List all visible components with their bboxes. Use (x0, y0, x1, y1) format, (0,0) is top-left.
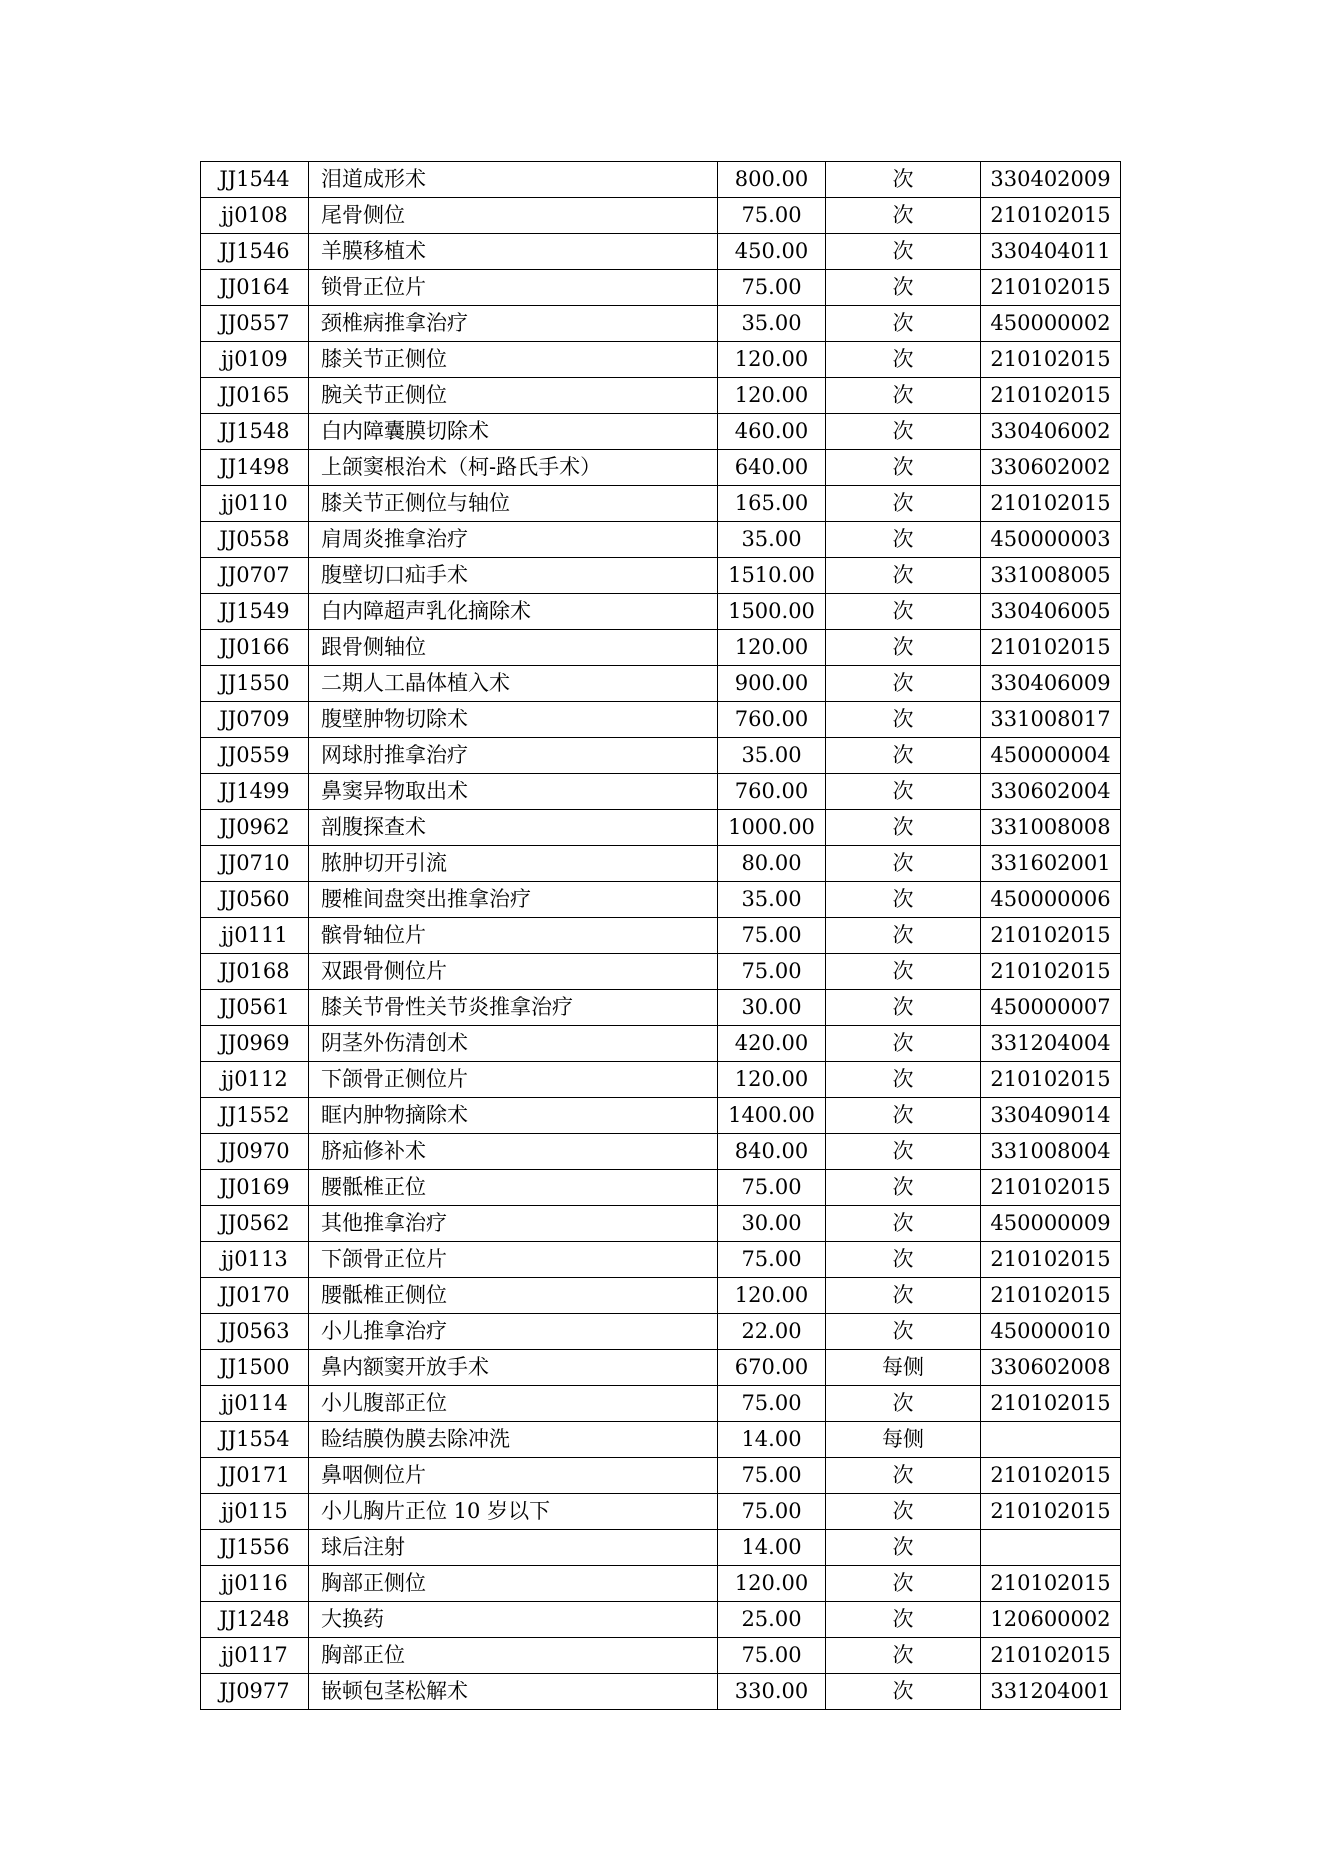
item-code-cell: JJ1544 (201, 162, 309, 198)
item-price-cell: 30.00 (718, 1206, 826, 1242)
table-row (201, 306, 1121, 342)
item-standard-code-cell: 450000003 (981, 522, 1121, 558)
item-code-cell: jj0109 (201, 342, 309, 378)
item-unit-cell: 次 (826, 1026, 981, 1062)
item-code-cell: jj0114 (201, 1386, 309, 1422)
item-unit-cell: 次 (826, 1638, 981, 1674)
item-code-cell: jj0113 (201, 1242, 309, 1278)
item-price-cell: 1510.00 (718, 558, 826, 594)
item-code-cell: JJ0562 (201, 1206, 309, 1242)
item-code-cell: jj0108 (201, 198, 309, 234)
item-name-cell: 二期人工晶体植入术 (309, 666, 718, 702)
item-price-cell: 22.00 (718, 1314, 826, 1350)
table-row (201, 990, 1121, 1026)
table-row (201, 450, 1121, 486)
item-unit-cell: 次 (826, 918, 981, 954)
item-unit-cell: 次 (826, 306, 981, 342)
item-name-cell: 颈椎病推拿治疗 (309, 306, 718, 342)
item-name-cell: 小儿胸片正位 10 岁以下 (309, 1494, 718, 1530)
item-unit-cell: 次 (826, 1170, 981, 1206)
item-name-cell: 眶内肿物摘除术 (309, 1098, 718, 1134)
item-standard-code-cell: 210102015 (981, 918, 1121, 954)
item-price-cell: 420.00 (718, 1026, 826, 1062)
table-row (201, 1278, 1121, 1314)
item-code-cell: jj0110 (201, 486, 309, 522)
item-name-cell: 其他推拿治疗 (309, 1206, 718, 1242)
item-name-cell: 嵌顿包茎松解术 (309, 1674, 718, 1710)
item-standard-code-cell: 331602001 (981, 846, 1121, 882)
table-row (201, 1638, 1121, 1674)
item-code-cell: jj0111 (201, 918, 309, 954)
item-standard-code-cell: 450000002 (981, 306, 1121, 342)
item-standard-code-cell: 331204004 (981, 1026, 1121, 1062)
table-row (201, 1458, 1121, 1494)
item-unit-cell: 次 (826, 774, 981, 810)
item-price-cell: 800.00 (718, 162, 826, 198)
table-row (201, 846, 1121, 882)
item-price-cell: 14.00 (718, 1530, 826, 1566)
table-row (201, 702, 1121, 738)
item-code-cell: JJ0169 (201, 1170, 309, 1206)
item-name-cell: 腰骶椎正位 (309, 1170, 718, 1206)
item-name-cell: 髌骨轴位片 (309, 918, 718, 954)
item-name-cell: 上颌窦根治术（柯-路氏手术） (309, 450, 718, 486)
table-row (201, 270, 1121, 306)
item-code-cell: jj0115 (201, 1494, 309, 1530)
item-standard-code-cell: 210102015 (981, 1386, 1121, 1422)
item-standard-code-cell: 210102015 (981, 342, 1121, 378)
table-row (201, 1206, 1121, 1242)
item-name-cell: 腰骶椎正侧位 (309, 1278, 718, 1314)
table-row (201, 1422, 1121, 1458)
item-price-cell: 75.00 (718, 1242, 826, 1278)
item-standard-code-cell: 120600002 (981, 1602, 1121, 1638)
table-row (201, 594, 1121, 630)
item-standard-code-cell: 210102015 (981, 1458, 1121, 1494)
table-row (201, 666, 1121, 702)
item-name-cell: 鼻咽侧位片 (309, 1458, 718, 1494)
item-standard-code-cell: 210102015 (981, 1494, 1121, 1530)
table-row (201, 558, 1121, 594)
table-row (201, 342, 1121, 378)
item-code-cell: JJ0707 (201, 558, 309, 594)
table-row (201, 162, 1121, 198)
table-row (201, 1098, 1121, 1134)
item-unit-cell: 次 (826, 234, 981, 270)
item-price-cell: 75.00 (718, 1386, 826, 1422)
item-name-cell: 下颌骨正位片 (309, 1242, 718, 1278)
item-name-cell: 脐疝修补术 (309, 1134, 718, 1170)
item-name-cell: 球后注射 (309, 1530, 718, 1566)
item-price-cell: 120.00 (718, 1062, 826, 1098)
item-name-cell: 泪道成形术 (309, 162, 718, 198)
item-unit-cell: 每侧 (826, 1422, 981, 1458)
item-unit-cell: 次 (826, 270, 981, 306)
item-price-cell: 840.00 (718, 1134, 826, 1170)
item-name-cell: 脓肿切开引流 (309, 846, 718, 882)
item-name-cell: 网球肘推拿治疗 (309, 738, 718, 774)
item-standard-code-cell: 330406002 (981, 414, 1121, 450)
item-price-cell: 120.00 (718, 378, 826, 414)
table-row (201, 1566, 1121, 1602)
item-unit-cell: 次 (826, 1566, 981, 1602)
item-code-cell: JJ0560 (201, 882, 309, 918)
item-standard-code-cell: 210102015 (981, 198, 1121, 234)
item-unit-cell: 次 (826, 594, 981, 630)
item-price-cell: 120.00 (718, 1278, 826, 1314)
item-unit-cell: 次 (826, 738, 981, 774)
item-name-cell: 白内障超声乳化摘除术 (309, 594, 718, 630)
item-standard-code-cell: 210102015 (981, 486, 1121, 522)
item-price-cell: 35.00 (718, 882, 826, 918)
item-standard-code-cell: 210102015 (981, 1638, 1121, 1674)
item-standard-code-cell: 330402009 (981, 162, 1121, 198)
item-name-cell: 膝关节骨性关节炎推拿治疗 (309, 990, 718, 1026)
table-row (201, 1062, 1121, 1098)
item-price-cell: 75.00 (718, 1494, 826, 1530)
item-standard-code-cell: 331204001 (981, 1674, 1121, 1710)
item-unit-cell: 每侧 (826, 1350, 981, 1386)
table-row (201, 1386, 1121, 1422)
item-price-cell: 900.00 (718, 666, 826, 702)
table-row (201, 738, 1121, 774)
item-standard-code-cell: 450000009 (981, 1206, 1121, 1242)
item-unit-cell: 次 (826, 1458, 981, 1494)
table-row (201, 1350, 1121, 1386)
item-unit-cell: 次 (826, 378, 981, 414)
item-standard-code-cell (981, 1422, 1121, 1458)
item-price-cell: 120.00 (718, 1566, 826, 1602)
table-row (201, 234, 1121, 270)
item-code-cell: JJ0710 (201, 846, 309, 882)
item-code-cell: JJ0969 (201, 1026, 309, 1062)
item-code-cell: JJ0558 (201, 522, 309, 558)
item-standard-code-cell: 450000006 (981, 882, 1121, 918)
table-row (201, 1134, 1121, 1170)
item-name-cell: 膝关节正侧位 (309, 342, 718, 378)
item-standard-code-cell: 330406005 (981, 594, 1121, 630)
item-price-cell: 120.00 (718, 630, 826, 666)
item-price-cell: 75.00 (718, 270, 826, 306)
table-row (201, 1602, 1121, 1638)
item-name-cell: 膝关节正侧位与轴位 (309, 486, 718, 522)
table-row (201, 918, 1121, 954)
item-unit-cell: 次 (826, 1278, 981, 1314)
item-standard-code-cell: 331008005 (981, 558, 1121, 594)
item-name-cell: 鼻内额窦开放手术 (309, 1350, 718, 1386)
item-code-cell: jj0112 (201, 1062, 309, 1098)
item-standard-code-cell: 330404011 (981, 234, 1121, 270)
table-row (201, 378, 1121, 414)
item-price-cell: 75.00 (718, 1170, 826, 1206)
item-name-cell: 腰椎间盘突出推拿治疗 (309, 882, 718, 918)
item-price-cell: 670.00 (718, 1350, 826, 1386)
item-unit-cell: 次 (826, 1098, 981, 1134)
item-unit-cell: 次 (826, 414, 981, 450)
item-code-cell: JJ1248 (201, 1602, 309, 1638)
item-name-cell: 胸部正位 (309, 1638, 718, 1674)
table-row (201, 1494, 1121, 1530)
item-unit-cell: 次 (826, 1386, 981, 1422)
item-unit-cell: 次 (826, 1602, 981, 1638)
item-price-cell: 14.00 (718, 1422, 826, 1458)
item-name-cell: 腕关节正侧位 (309, 378, 718, 414)
item-unit-cell: 次 (826, 1242, 981, 1278)
item-price-cell: 165.00 (718, 486, 826, 522)
item-name-cell: 肩周炎推拿治疗 (309, 522, 718, 558)
table-row (201, 522, 1121, 558)
item-standard-code-cell: 210102015 (981, 630, 1121, 666)
item-name-cell: 白内障囊膜切除术 (309, 414, 718, 450)
item-price-cell: 25.00 (718, 1602, 826, 1638)
item-price-cell: 80.00 (718, 846, 826, 882)
item-price-cell: 30.00 (718, 990, 826, 1026)
item-standard-code-cell: 210102015 (981, 378, 1121, 414)
item-unit-cell: 次 (826, 522, 981, 558)
item-standard-code-cell: 210102015 (981, 270, 1121, 306)
item-code-cell: JJ0164 (201, 270, 309, 306)
item-code-cell: JJ1556 (201, 1530, 309, 1566)
item-name-cell: 小儿推拿治疗 (309, 1314, 718, 1350)
item-unit-cell: 次 (826, 666, 981, 702)
price-table (200, 161, 1121, 1710)
item-unit-cell: 次 (826, 486, 981, 522)
item-code-cell: JJ1552 (201, 1098, 309, 1134)
item-code-cell: JJ0559 (201, 738, 309, 774)
item-code-cell: JJ1548 (201, 414, 309, 450)
table-row (201, 414, 1121, 450)
item-price-cell: 35.00 (718, 306, 826, 342)
item-price-cell: 450.00 (718, 234, 826, 270)
item-name-cell: 剖腹探查术 (309, 810, 718, 846)
item-unit-cell: 次 (826, 342, 981, 378)
item-name-cell: 腹壁切口疝手术 (309, 558, 718, 594)
item-price-cell: 640.00 (718, 450, 826, 486)
table-row (201, 810, 1121, 846)
item-standard-code-cell: 331008017 (981, 702, 1121, 738)
item-price-cell: 75.00 (718, 1638, 826, 1674)
item-unit-cell: 次 (826, 450, 981, 486)
item-code-cell: JJ1499 (201, 774, 309, 810)
item-standard-code-cell: 450000010 (981, 1314, 1121, 1350)
item-code-cell: jj0116 (201, 1566, 309, 1602)
item-unit-cell: 次 (826, 1674, 981, 1710)
item-unit-cell: 次 (826, 1530, 981, 1566)
item-price-cell: 35.00 (718, 522, 826, 558)
item-unit-cell: 次 (826, 1134, 981, 1170)
item-price-cell: 760.00 (718, 774, 826, 810)
item-code-cell: JJ0171 (201, 1458, 309, 1494)
item-code-cell: JJ1546 (201, 234, 309, 270)
item-name-cell: 鼻窦异物取出术 (309, 774, 718, 810)
item-standard-code-cell: 330602008 (981, 1350, 1121, 1386)
item-standard-code-cell: 330406009 (981, 666, 1121, 702)
item-name-cell: 羊膜移植术 (309, 234, 718, 270)
item-standard-code-cell: 210102015 (981, 1062, 1121, 1098)
table-row (201, 486, 1121, 522)
item-standard-code-cell: 331008008 (981, 810, 1121, 846)
item-code-cell: JJ0563 (201, 1314, 309, 1350)
item-code-cell: JJ0166 (201, 630, 309, 666)
table-body (201, 162, 1121, 1710)
item-code-cell: JJ0170 (201, 1278, 309, 1314)
item-unit-cell: 次 (826, 702, 981, 738)
table-row (201, 1026, 1121, 1062)
item-price-cell: 1400.00 (718, 1098, 826, 1134)
item-price-cell: 75.00 (718, 1458, 826, 1494)
item-unit-cell: 次 (826, 954, 981, 990)
item-standard-code-cell: 330602004 (981, 774, 1121, 810)
table-row (201, 630, 1121, 666)
item-name-cell: 胸部正侧位 (309, 1566, 718, 1602)
item-code-cell: jj0117 (201, 1638, 309, 1674)
item-price-cell: 760.00 (718, 702, 826, 738)
table-row (201, 1314, 1121, 1350)
item-name-cell: 睑结膜伪膜去除冲洗 (309, 1422, 718, 1458)
item-price-cell: 75.00 (718, 918, 826, 954)
item-standard-code-cell: 450000007 (981, 990, 1121, 1026)
item-code-cell: JJ0962 (201, 810, 309, 846)
item-code-cell: JJ1549 (201, 594, 309, 630)
table-row (201, 774, 1121, 810)
item-unit-cell: 次 (826, 1206, 981, 1242)
item-price-cell: 35.00 (718, 738, 826, 774)
table-row (201, 882, 1121, 918)
item-standard-code-cell: 330602002 (981, 450, 1121, 486)
item-unit-cell: 次 (826, 846, 981, 882)
item-unit-cell: 次 (826, 198, 981, 234)
item-standard-code-cell: 210102015 (981, 1170, 1121, 1206)
item-price-cell: 1500.00 (718, 594, 826, 630)
item-unit-cell: 次 (826, 1314, 981, 1350)
item-code-cell: JJ0557 (201, 306, 309, 342)
item-name-cell: 锁骨正位片 (309, 270, 718, 306)
item-name-cell: 大换药 (309, 1602, 718, 1638)
item-standard-code-cell: 450000004 (981, 738, 1121, 774)
item-code-cell: JJ1500 (201, 1350, 309, 1386)
item-price-cell: 75.00 (718, 954, 826, 990)
item-code-cell: JJ0165 (201, 378, 309, 414)
item-unit-cell: 次 (826, 630, 981, 666)
item-standard-code-cell: 330409014 (981, 1098, 1121, 1134)
item-name-cell: 小儿腹部正位 (309, 1386, 718, 1422)
item-price-cell: 1000.00 (718, 810, 826, 846)
item-code-cell: JJ0561 (201, 990, 309, 1026)
item-code-cell: JJ1498 (201, 450, 309, 486)
item-code-cell: JJ0970 (201, 1134, 309, 1170)
item-standard-code-cell: 210102015 (981, 1278, 1121, 1314)
item-name-cell: 腹壁肿物切除术 (309, 702, 718, 738)
item-unit-cell: 次 (826, 1062, 981, 1098)
item-code-cell: JJ1554 (201, 1422, 309, 1458)
item-price-cell: 75.00 (718, 198, 826, 234)
item-unit-cell: 次 (826, 1494, 981, 1530)
table-row (201, 1242, 1121, 1278)
item-standard-code-cell: 210102015 (981, 1566, 1121, 1602)
item-unit-cell: 次 (826, 558, 981, 594)
item-price-cell: 330.00 (718, 1674, 826, 1710)
item-name-cell: 下颌骨正侧位片 (309, 1062, 718, 1098)
item-code-cell: JJ0709 (201, 702, 309, 738)
table-row (201, 1170, 1121, 1206)
item-unit-cell: 次 (826, 990, 981, 1026)
item-code-cell: JJ0977 (201, 1674, 309, 1710)
item-name-cell: 跟骨侧轴位 (309, 630, 718, 666)
item-name-cell: 阴茎外伤清创术 (309, 1026, 718, 1062)
item-name-cell: 尾骨侧位 (309, 198, 718, 234)
item-standard-code-cell: 210102015 (981, 954, 1121, 990)
table-row (201, 1530, 1121, 1566)
table-row (201, 198, 1121, 234)
table-row (201, 1674, 1121, 1710)
item-unit-cell: 次 (826, 162, 981, 198)
item-unit-cell: 次 (826, 882, 981, 918)
item-name-cell: 双跟骨侧位片 (309, 954, 718, 990)
item-code-cell: JJ1550 (201, 666, 309, 702)
item-standard-code-cell: 331008004 (981, 1134, 1121, 1170)
item-standard-code-cell: 210102015 (981, 1242, 1121, 1278)
table-row (201, 954, 1121, 990)
item-code-cell: JJ0168 (201, 954, 309, 990)
item-price-cell: 460.00 (718, 414, 826, 450)
item-unit-cell: 次 (826, 810, 981, 846)
item-price-cell: 120.00 (718, 342, 826, 378)
item-standard-code-cell (981, 1530, 1121, 1566)
